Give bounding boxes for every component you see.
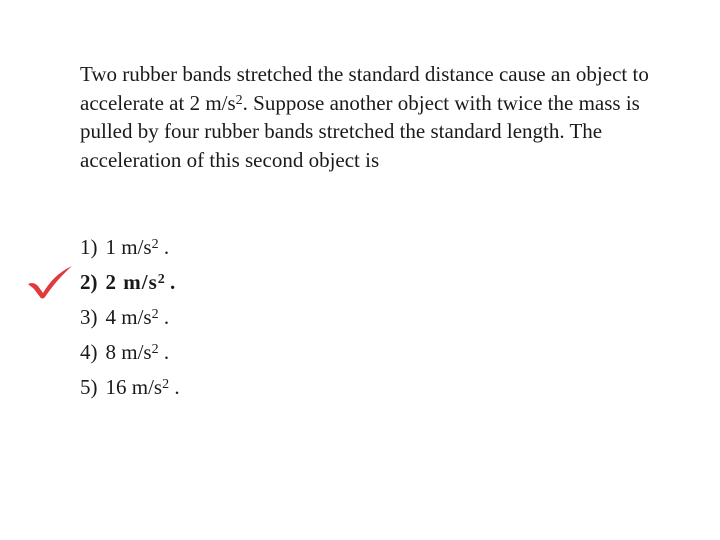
- checkmark-icon: [24, 264, 76, 300]
- option-number: 3): [80, 305, 98, 329]
- option-1[interactable]: [80, 233, 180, 268]
- option-number: 5): [80, 375, 98, 399]
- question-superscript: 2: [235, 92, 243, 108]
- option-number: 2): [80, 270, 98, 294]
- option-5[interactable]: [80, 373, 180, 408]
- option-superscript: 2: [151, 237, 159, 252]
- option-superscript: 2: [151, 342, 159, 357]
- option-suffix: .: [164, 270, 176, 294]
- option-value: 1 m/s: [105, 235, 152, 259]
- option-suffix: .: [158, 235, 170, 259]
- option-2-correct[interactable]: [80, 268, 180, 303]
- option-3[interactable]: [80, 303, 180, 338]
- option-value: 4 m/s: [105, 305, 152, 329]
- option-superscript: 2: [157, 272, 165, 287]
- option-number: 4): [80, 340, 98, 364]
- option-value: 2 m/s: [105, 270, 158, 294]
- question-text: [80, 60, 670, 174]
- option-4[interactable]: [80, 338, 180, 373]
- option-superscript: 2: [162, 377, 170, 392]
- option-number: 1): [80, 235, 98, 259]
- option-value: 8 m/s: [105, 340, 152, 364]
- option-suffix: .: [158, 340, 170, 364]
- question-text-part1: Two rubber bands stretched the standard distance cause an object to accelerate at 2 m/s: [80, 62, 649, 115]
- answer-options: [80, 233, 180, 408]
- question-text-part2: . Suppose another object with twice the mass is pulled by four rubber bands stretched the standard length. The acceleration of this second object is: [80, 90, 640, 172]
- option-suffix: .: [158, 305, 170, 329]
- option-superscript: 2: [151, 307, 159, 322]
- option-value: 16 m/s: [105, 375, 163, 399]
- option-suffix: .: [169, 375, 180, 399]
